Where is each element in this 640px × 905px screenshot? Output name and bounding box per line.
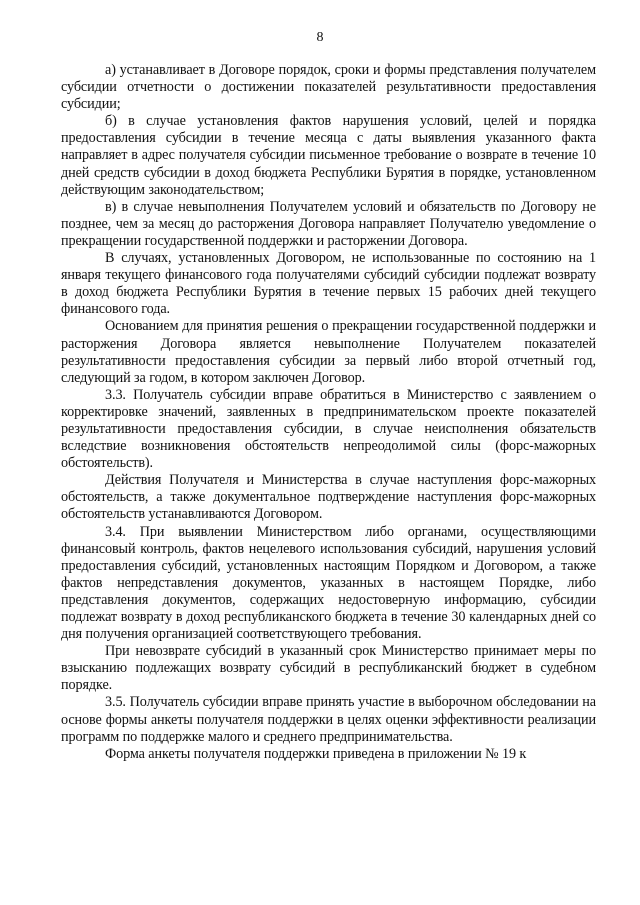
paragraph-termination-grounds: Основанием для принятия решения о прекращении государственной поддержки и расторжения Договора является невыполнение Получателем показателей результативности предоставления субсидии за первый либо второй отчетный год, следующий за годом, в котором заключен Договор. [61, 318, 596, 386]
paragraph-3-3: 3.3. Получатель субсидии вправе обратиться в Министерство с заявлением о корректировке значений, заявленных в предпринимательском проекте показателей результативности предоставления субсидии, в случае неисполнения обязательств вследствие возникновения обстоятельств непреодолимой силы (форс-мажорных обстоятельств). [61, 386, 596, 472]
document-body [61, 62, 596, 763]
page-number: 8 [316, 30, 324, 45]
paragraph-non-return-recovery: При невозврате субсидий в указанный срок Министерство принимает меры по взысканию подлежащих возврату субсидий в республиканский бюджет в судебном порядке. [61, 643, 596, 694]
paragraph-3-2-a: а) устанавливает в Договоре порядок, сроки и формы представления получателем субсидии отчетности о достижении показателей результативности предоставления субсидии; [61, 62, 596, 113]
paragraph-force-majeure-actions: Действия Получателя и Министерства в случае наступления форс-мажорных обстоятельств, а также документальное подтверждение наступления форс-мажорных обстоятельств устанавливаются Договором. [61, 472, 596, 523]
paragraph-3-4: 3.4. При выявлении Министерством либо органами, осуществляющими финансовый контроль, фактов нецелевого использования субсидий, нарушения условий предоставления субсидий, установленных настоящим Порядком и Договором, а также фактов непредставления документов, указанных в настоящем Порядке, либо представления документов, содержащих недостоверную информацию, субсидии подлежат возврату в доход республиканского бюджета в течение 30 календарных дней со дня получения организацией соответствующего требования. [61, 523, 596, 643]
paragraph-3-2-v: в) в случае невыполнения Получателем условий и обязательств по Договору не позднее, чем за месяц до расторжения Договора направляет Получателю уведомление о прекращении государственной поддержки и расторжении Договора. [61, 198, 596, 249]
paragraph-survey-form-appendix: Форма анкеты получателя поддержки приведена в приложении № 19 к [105, 745, 527, 762]
paragraph-unused-subsidy-return: В случаях, установленных Договором, не использованные по состоянию на 1 января текущего финансового года получателями субсидий субсидии подлежат возврату в доход бюджета Республики Бурятия в течение первых 15 рабочих дней текущего финансового года. [61, 250, 596, 318]
paragraph-3-5: 3.5. Получатель субсидии вправе принять участие в выборочном обследовании на основе формы анкеты получателя поддержки в целях оценки эффективности реализации программ по поддержке малого и среднего предпринимательства. [61, 694, 596, 745]
paragraph-3-2-b: б) в случае установления фактов нарушения условий, целей и порядка предоставления субсидии в течение месяца с даты выявления указанного факта направляет в адрес получателя субсидии письменное требование о возврате в течение 10 дней средств субсидии в доход бюджета Республики Бурятия в порядке, установленном действующим законодательством; [61, 113, 596, 198]
